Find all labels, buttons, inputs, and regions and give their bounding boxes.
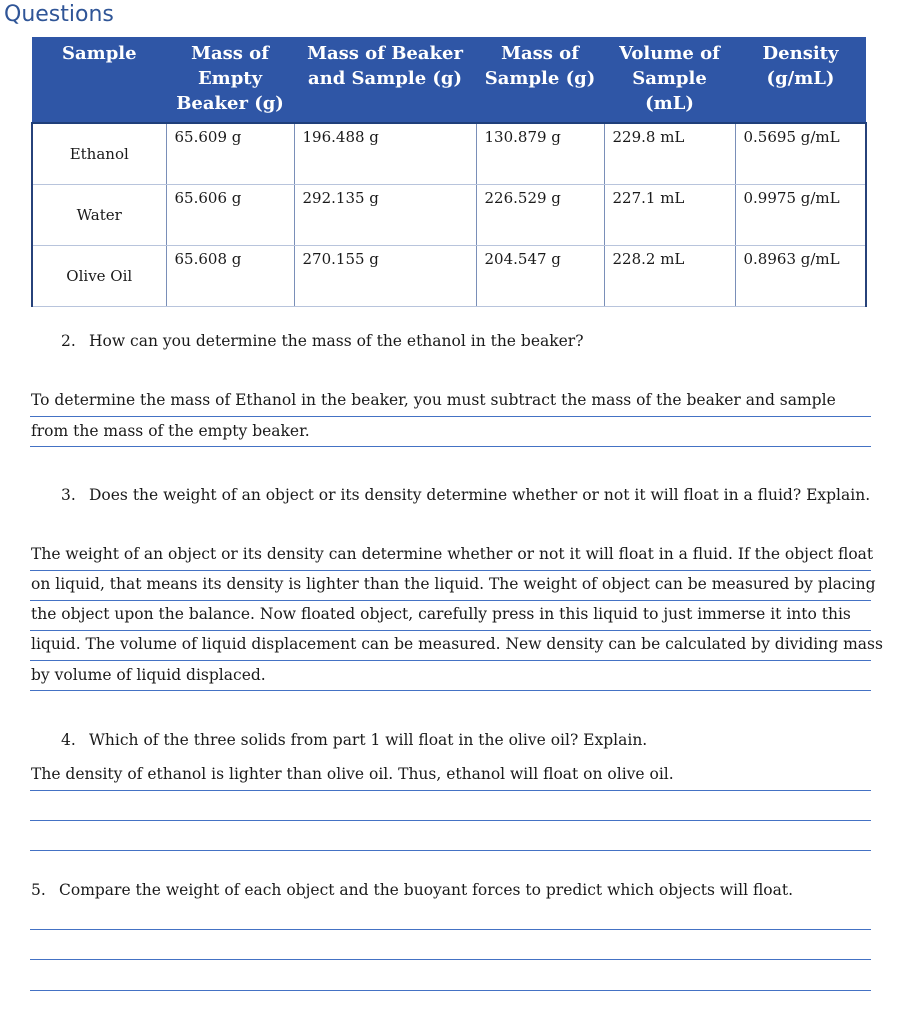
answer-rule	[30, 416, 871, 417]
sample-name: Olive Oil	[32, 246, 166, 307]
sample-density: 0.5695 g/mL	[735, 123, 866, 185]
answer-rule	[30, 959, 871, 960]
beaker-sample-mass: 270.155 g	[294, 246, 476, 307]
answer-rule	[30, 600, 871, 601]
table-row	[32, 185, 866, 246]
answer-line: The weight of an object or its density can determine whether or not it will float in a fluid. If the object float	[31, 545, 874, 563]
beaker-sample-mass: 292.135 g	[294, 185, 476, 246]
answer-line: by volume of liquid displaced.	[31, 666, 266, 684]
sample-mass: 130.879 g	[476, 123, 604, 185]
header-mass-empty-beaker: Mass of Empty Beaker (g)	[166, 37, 294, 123]
answer-rule	[30, 850, 871, 851]
sample-name: Water	[32, 185, 166, 246]
answer-line: liquid. The volume of liquid displacement can be measured. New density can be calculated by dividing mass	[31, 635, 883, 653]
header-sample: Sample	[32, 37, 166, 123]
header-mass-beaker-sample: Mass of Beaker and Sample (g)	[294, 37, 476, 123]
answer-rule	[30, 990, 871, 991]
header-density: Density (g/mL)	[735, 37, 866, 123]
empty-beaker-mass: 65.608 g	[166, 246, 294, 307]
sample-mass: 204.547 g	[476, 246, 604, 307]
answer-rule	[30, 630, 871, 631]
sample-name: Ethanol	[32, 123, 166, 185]
question-5: 5. Compare the weight of each object and the buoyant forces to predict which objects will float.	[31, 881, 794, 899]
table-row	[32, 246, 866, 307]
sample-volume: 227.1 mL	[604, 185, 735, 246]
sample-density: 0.9975 g/mL	[735, 185, 866, 246]
answer-line: To determine the mass of Ethanol in the beaker, you must subtract the mass of the beaker and sample	[31, 391, 836, 409]
answer-line: on liquid, that means its density is lighter than the liquid. The weight of object can be measured by placing	[31, 575, 876, 593]
answer-rule	[30, 690, 871, 691]
header-volume: Volume of Sample (mL)	[604, 37, 735, 123]
question-2: 2. How can you determine the mass of the ethanol in the beaker?	[61, 332, 584, 350]
answer-rule	[30, 820, 871, 821]
table-header-row	[32, 37, 866, 123]
empty-beaker-mass: 65.609 g	[166, 123, 294, 185]
sample-volume: 229.8 mL	[604, 123, 735, 185]
answer-line: the object upon the balance. Now floated object, carefully press in this liquid to just immerse it into this	[31, 605, 851, 623]
answer-line: from the mass of the empty beaker.	[31, 422, 310, 440]
question-4: 4. Which of the three solids from part 1 will float in the olive oil? Explain.	[61, 731, 648, 749]
table-row	[32, 123, 866, 185]
answer-rule	[30, 660, 871, 661]
answer-rule	[30, 446, 871, 447]
beaker-sample-mass: 196.488 g	[294, 123, 476, 185]
sample-volume: 228.2 mL	[604, 246, 735, 307]
question-3: 3. Does the weight of an object or its density determine whether or not it will float in a fluid? Explain.	[61, 486, 871, 504]
answer-rule	[30, 929, 871, 930]
sample-mass: 226.529 g	[476, 185, 604, 246]
page-title: Questions	[4, 2, 114, 27]
empty-beaker-mass: 65.606 g	[166, 185, 294, 246]
answer-line: The density of ethanol is lighter than olive oil. Thus, ethanol will float on olive oil.	[31, 765, 674, 783]
answer-rule	[30, 790, 871, 791]
answer-rule	[30, 570, 871, 571]
header-mass-sample: Mass of Sample (g)	[476, 37, 604, 123]
density-table	[31, 37, 867, 307]
sample-density: 0.8963 g/mL	[735, 246, 866, 307]
